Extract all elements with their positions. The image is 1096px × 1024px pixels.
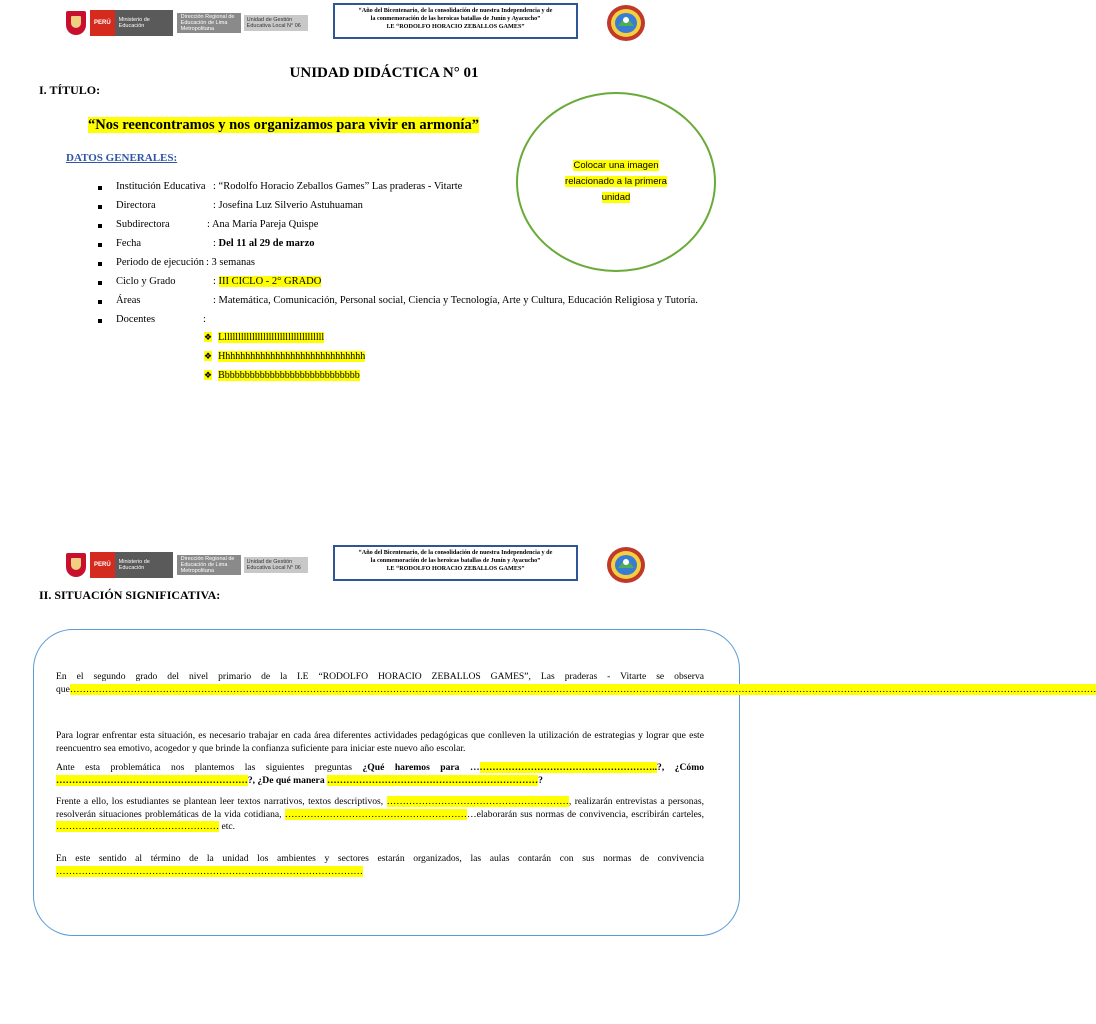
paragraph-2: Para lograr enfrentar esta situación, es necesario trabajar en cada área diferentes actividades pedagógicas que conlleven la utilización de estrategias y lograr que este reencuentro sea emotivo, acogedor y que brinde la confianza suficiente para iniciar este nuevo año escolar. [56,730,704,754]
field-value: : III CICLO - 2° GRADO [213,276,322,287]
field-value: : Del 11 al 29 de marzo [213,238,315,249]
image-placeholder-text: Colocar una imagen relacionado a la primera unidad [565,160,667,203]
field-value: : Matemática, Comunicación, Personal social, Ciencia y Tecnología, Arte y Cultura, Educación Religiosa y Tutoría. [213,295,698,306]
field-label: Subdirectora [116,219,170,230]
bullet-icon [98,262,102,266]
field-value: : [203,314,206,325]
image-placeholder-circle[interactable] [516,92,716,272]
diamond-bullet-icon: ❖ [204,351,213,361]
page-title: UNIDAD DIDÁCTICA N° 01 [289,65,479,81]
diamond-bullet-icon: ❖ [204,370,213,380]
year-banner [333,545,578,581]
header-logos [66,552,308,578]
bullet-icon [98,281,102,285]
direccion-label: Dirección Regional de Educación de Lima Metropolitana [177,13,241,33]
field-label: Institución Educativa [116,181,206,192]
year-line-3: I.E “RODOLFO HORACIO ZEBALLOS GAMES” [386,565,525,572]
year-banner [333,3,578,39]
peru-shield-icon [66,553,86,577]
bullet-icon [98,186,102,190]
year-line-3: I.E “RODOLFO HORACIO ZEBALLOS GAMES” [386,23,525,30]
school-crest-icon [606,546,646,584]
peru-label: PERÚ [90,552,115,578]
ugel-label: Unidad de Gestión Educativa Local N° 06 [244,15,308,31]
field-value: : 3 semanas [206,257,255,268]
field-label: Directora [116,200,156,211]
teacher-item: ❖ Hhhhhhhhhhhhhhhhhhhhhhhhhhhhh [204,351,366,362]
bullet-icon [98,319,102,323]
bullet-icon [98,300,102,304]
field-value: : “Rodolfo Horacio Zeballos Games” Las praderas - Vitarte [213,181,463,192]
field-label: Fecha [116,238,142,249]
peru-shield-icon [66,11,86,35]
ministerio-label: Ministerio de Educación [115,552,173,578]
unit-title: “Nos reencontramos y nos organizamos para vivir en armonía” [88,117,479,133]
teacher-item: ❖ Lllllllllllllllllllllllllllllllllllll [204,332,325,343]
datos-generales-heading: DATOS GENERALES: [66,152,178,164]
header-logos [66,10,308,36]
field-label: Periodo de ejecución [116,257,205,268]
teacher-item: ❖ Bbbbbbbbbbbbbbbbbbbbbbbbbbbb [204,370,360,381]
section-title: II. SITUACIÓN SIGNIFICATIVA: [39,588,221,602]
paragraph-3: Ante esta problemática nos plantemos las siguientes preguntas ¿Qué haremos para …………………………………………………..?, ¿Cómo ……………………………………………………?, ¿De qué manera …………………………………………………………? [56,762,705,786]
field-label: Ciclo y Grado [116,276,176,287]
direccion-label: Dirección Regional de Educación de Lima Metropolitana [177,555,241,575]
year-line-1: “Año del Bicentenario, de la consolidación de nuestra Independencia y de [358,7,553,14]
paragraph-1: En el segundo grado del nivel primario de la I.E “RODOLFO HORACIO ZEBALLOS GAMES”, Las praderas - Vitarte se observa que…………………………………………………………………………………………………………………………………………………………………………………………………………………………………………………………………………………………… [56,671,1096,695]
section-title: I. TÍTULO: [39,83,101,97]
bullet-icon [98,205,102,209]
school-crest-icon [606,4,646,42]
field-value: : Ana María Pareja Quispe [207,219,319,230]
year-line-2: la conmemoración de las heroicas batallas de Junín y Ayacucho” [370,15,541,22]
field-label: Docentes [116,314,156,325]
year-line-2: la conmemoración de las heroicas batallas de Junín y Ayacucho” [370,557,541,564]
ugel-label: Unidad de Gestión Educativa Local N° 06 [244,557,308,573]
year-line-1: “Año del Bicentenario, de la consolidación de nuestra Independencia y de [358,549,553,556]
paragraph-4: Frente a ello, los estudiantes se plantean leer textos narrativos, textos descriptivos, …………………………………………………, realizarán entrevistas a personas, resolverán situaciones problemáticas de la vida cotidiana, ……………………………………………………elaborarán sus normas de convivencia, escribirán carteles, …………………………………………… etc. [56,796,704,832]
diamond-bullet-icon: ❖ [204,332,213,342]
field-label: Áreas [116,295,141,306]
ministerio-label: Ministerio de Educación [115,10,173,36]
field-value: : Josefina Luz Silverio Astuhuaman [213,200,363,211]
paragraph-5: En este sentido al término de la unidad los ambientes y sectores estarán organizados, las aulas contarán con sus normas de convivencia …………………………………………………………………………………… [56,853,704,877]
bullet-icon [98,243,102,247]
bullet-icon [98,224,102,228]
peru-label: PERÚ [90,10,115,36]
